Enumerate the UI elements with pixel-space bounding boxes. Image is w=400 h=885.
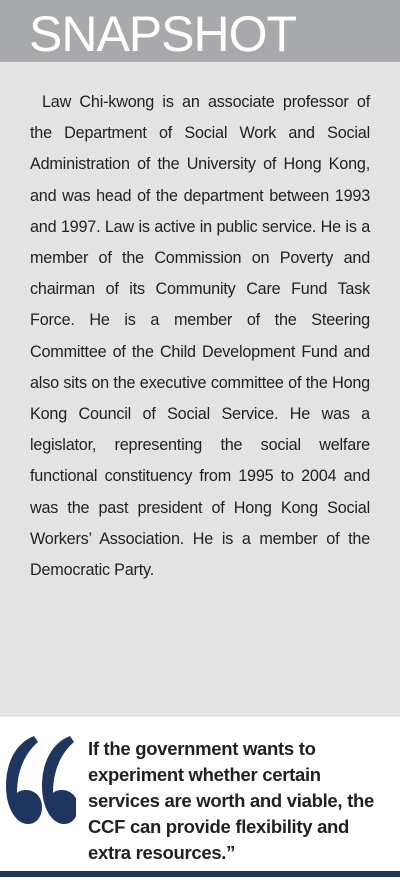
quotation-mark-icon [4,734,76,830]
bottom-rule [0,871,400,877]
pull-quote [0,717,400,885]
bio-paragraph: Law Chi-kwong is an associate professor of the Department of Social Work and Social Administration of the University of Hong Kong, and was head of the department between 1993 and 1997. Law is active in public service. He is a member of the Commission on Poverty and chairman of its Community Care Fund Task Force. He is a member of the Steering Committee of the Child Development Fund and also sits on the executive committee of the Hong Kong Council of Social Service. He was a legislator, representing the social welfare functional constituency from 1995 to 2004 and was the past president of Hong Kong Social Workers’ Association. He is a member of the Democratic Party. [30,93,370,580]
header-band [0,0,400,62]
quote-text: If the government wants to experiment whether certain services are worth and viable, the CCF can provide flexibility and extra resources.” [88,738,374,863]
panel-title: SNAPSHOT [29,6,297,62]
